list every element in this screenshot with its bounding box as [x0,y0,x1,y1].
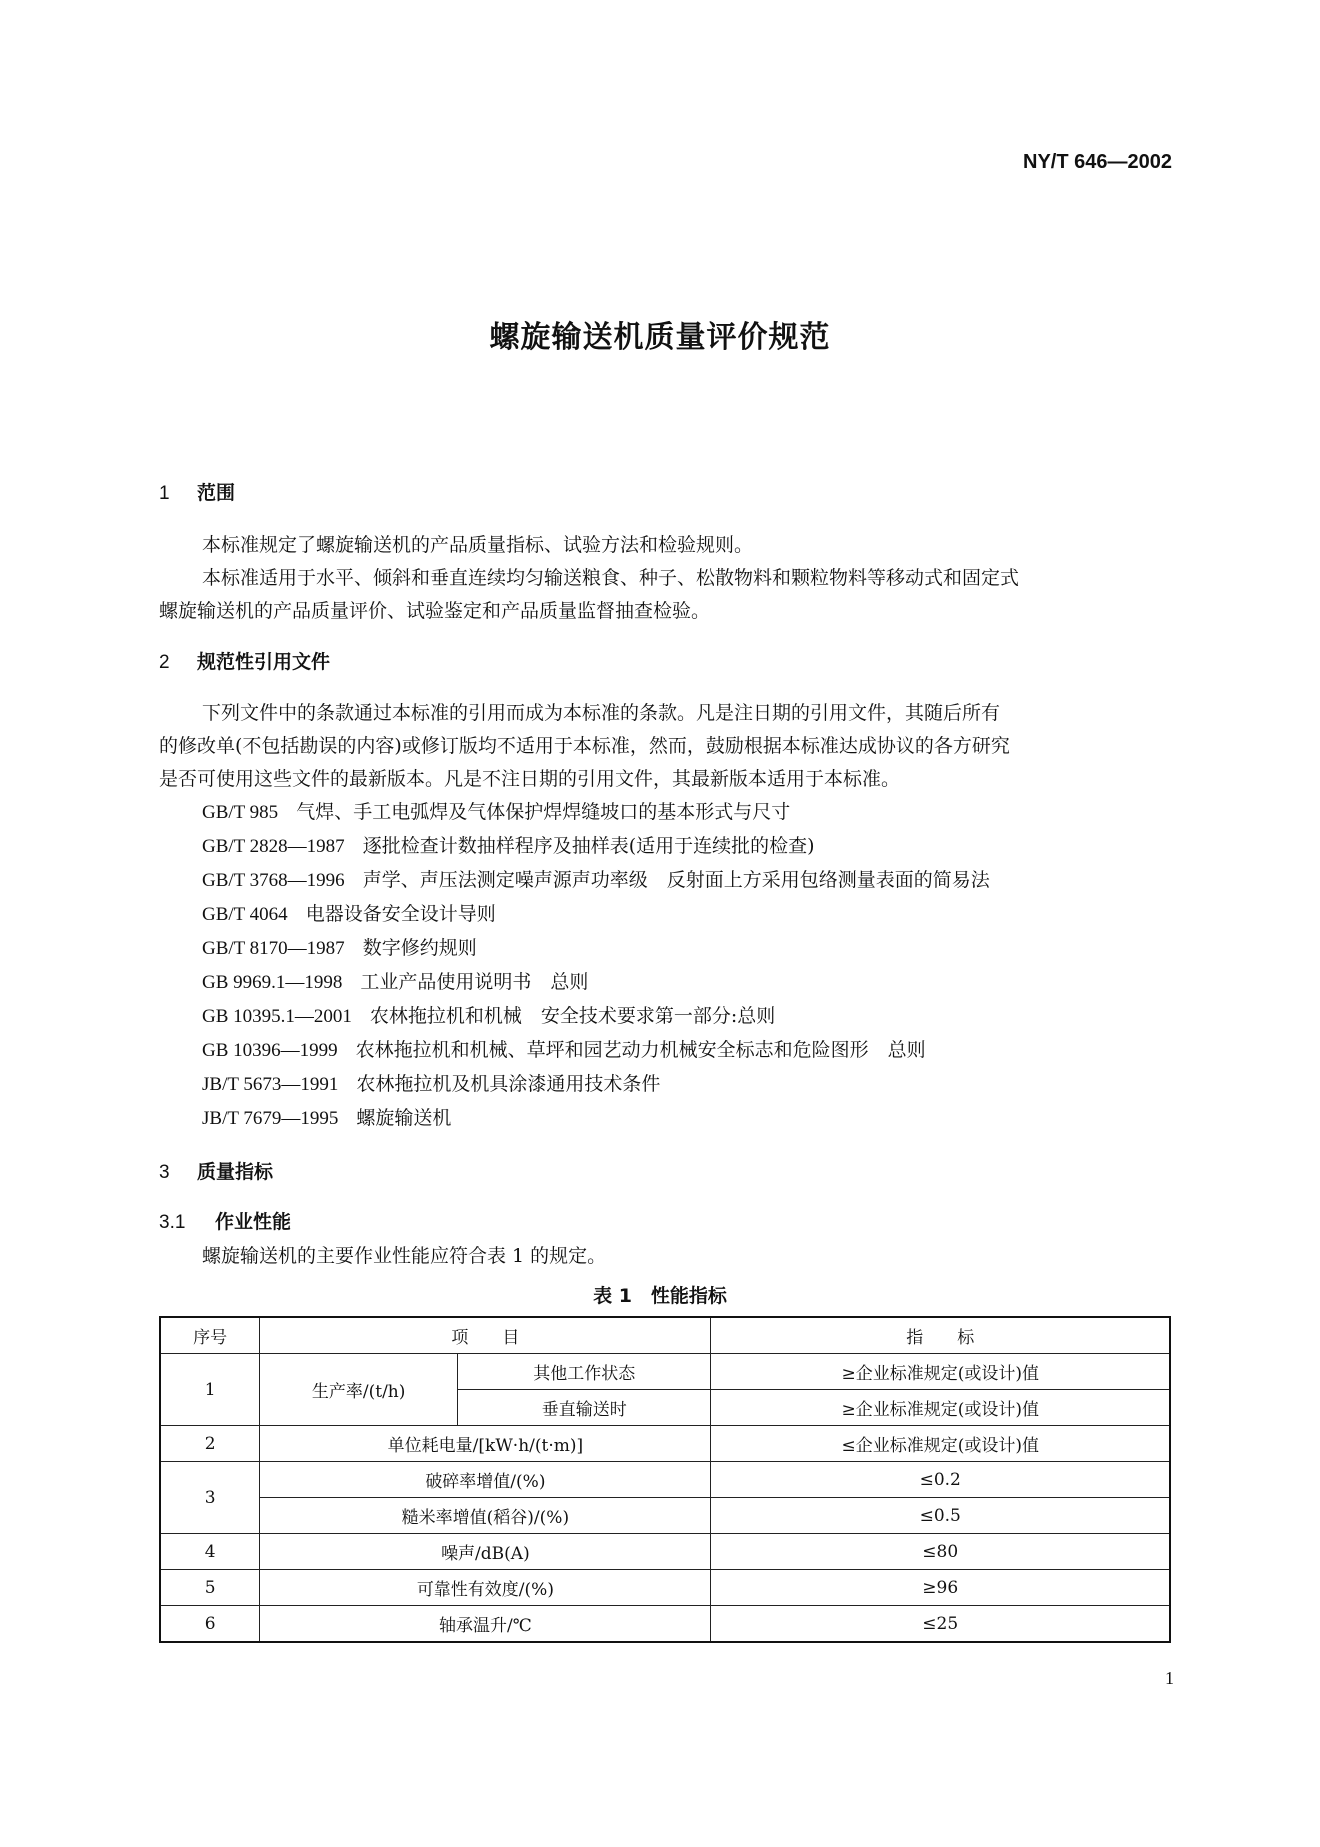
table-row [160,1534,1170,1570]
cell-value: ≤0.5 [711,1498,1170,1534]
table-row [160,1426,1170,1462]
section-2-para-line-2: 的修改单(不包括勘误的内容)或修订版均不适用于本标准，然而，鼓励根据本标准达成协议的各方研究 [159,735,1010,757]
reference-code: GB/T 985 [202,802,279,823]
section-title: 作业性能 [215,1211,292,1233]
cell-subitem: 垂直输送时 [458,1390,711,1426]
table-header-row [160,1317,1170,1354]
section-2-para-line-1: 下列文件中的条款通过本标准的引用而成为本标准的条款。凡是注日期的引用文件，其随后所有 [202,702,1001,724]
reference-title: 螺旋输送机 [356,1107,452,1129]
table-row [160,1570,1170,1606]
reference-title: 声学、声压法测定噪声源声功率级 反射面上方采用包络测量表面的简易法 [362,869,990,891]
reference-title: 农林拖拉机和机械 安全技术要求第一部分:总则 [369,1005,776,1027]
reference-code: GB/T 4064 [202,904,288,925]
reference-item [202,899,496,926]
cell-item: 破碎率增值/(%) [260,1462,711,1498]
page-number: 1 [1165,1668,1174,1688]
reference-code: JB/T 7679—1995 [202,1108,339,1129]
reference-title: 气焊、手工电弧焊及气体保护焊焊缝坡口的基本形式与尺寸 [296,801,791,823]
reference-item [202,797,790,824]
reference-item [202,1001,775,1028]
cell-seq: 2 [160,1426,260,1462]
reference-code: GB/T 3768—1996 [202,870,345,891]
reference-title: 农林拖拉机和机械、草坪和园艺动力机械安全标志和危险图形 总则 [355,1039,926,1061]
section-1-para-1: 本标准规定了螺旋输送机的产品质量指标、试验方法和检验规则。 [202,534,754,556]
cell-item: 轴承温升/℃ [260,1606,711,1643]
reference-item [202,865,990,892]
reference-item [202,933,477,960]
section-3-heading [159,1157,273,1184]
section-number: 3 [159,1162,170,1183]
cell-value: ≤25 [711,1606,1170,1643]
section-number: 3.1 [159,1212,186,1233]
reference-code: GB 10396—1999 [202,1040,338,1061]
header-item: 项 目 [260,1317,711,1354]
reference-title: 工业产品使用说明书 总则 [360,971,589,993]
reference-code: GB 9969.1—1998 [202,972,343,993]
reference-item [202,1069,660,1096]
header-index: 指 标 [711,1317,1170,1354]
cell-value: ≤企业标准规定(或设计)值 [711,1426,1170,1462]
cell-seq: 4 [160,1534,260,1570]
cell-seq: 1 [160,1354,260,1426]
reference-title: 农林拖拉机及机具涂漆通用技术条件 [356,1073,661,1095]
document-title: 螺旋输送机质量评价规范 [489,320,831,355]
reference-title: 逐批检查计数抽样程序及抽样表(适用于连续批的检查) [362,835,815,857]
cell-seq: 5 [160,1570,260,1606]
reference-item [202,1035,926,1062]
reference-code: GB/T 2828—1987 [202,836,345,857]
section-1-heading [159,478,235,505]
cell-value: ≤80 [711,1534,1170,1570]
cell-item: 可靠性有效度/(%) [260,1570,711,1606]
reference-code: JB/T 5673—1991 [202,1074,339,1095]
section-1-para-2-line-1: 本标准适用于水平、倾斜和垂直连续均匀输送粮食、种子、松散物料和颗粒物料等移动式和固定式 [202,567,1020,589]
cell-value: ≥企业标准规定(或设计)值 [711,1354,1170,1390]
cell-item: 生产率/(t/h) [260,1354,458,1426]
table-row [160,1354,1170,1390]
section-number: 1 [159,483,170,504]
section-2-heading [159,647,330,674]
cell-value: ≤0.2 [711,1462,1170,1498]
table-row [160,1498,1170,1534]
section-number: 2 [159,652,170,673]
section-title: 范围 [197,482,236,504]
section-title: 规范性引用文件 [197,651,331,673]
cell-value: ≥96 [711,1570,1170,1606]
cell-item: 噪声/dB(A) [260,1534,711,1570]
section-3-1-heading [159,1207,291,1234]
header-seq: 序号 [160,1317,260,1354]
reference-code: GB 10395.1—2001 [202,1006,352,1027]
table-caption: 表 1 性能指标 [593,1285,727,1307]
reference-title: 电器设备安全设计导则 [305,903,496,925]
reference-item [202,967,588,994]
reference-item [202,1103,451,1130]
standard-number: NY/T 646—2002 [1023,151,1172,173]
table-row [160,1606,1170,1643]
section-2-para-line-3: 是否可使用这些文件的最新版本。凡是不注日期的引用文件，其最新版本适用于本标准。 [159,768,901,790]
section-title: 质量指标 [197,1161,274,1183]
performance-table [159,1316,1171,1643]
cell-value: ≥企业标准规定(或设计)值 [711,1390,1170,1426]
table-row [160,1462,1170,1498]
reference-item [202,831,815,858]
cell-seq: 6 [160,1606,260,1643]
reference-code: GB/T 8170—1987 [202,938,345,959]
section-3-1-para: 螺旋输送机的主要作业性能应符合表 1 的规定。 [202,1245,607,1267]
cell-item: 单位耗电量/[kW·h/(t·m)] [260,1426,711,1462]
reference-title: 数字修约规则 [362,937,477,959]
cell-subitem: 其他工作状态 [458,1354,711,1390]
cell-seq: 3 [160,1462,260,1534]
section-1-para-2-line-2: 螺旋输送机的产品质量评价、试验鉴定和产品质量监督抽查检验。 [159,600,711,622]
cell-item: 糙米率增值(稻谷)/(%) [260,1498,711,1534]
